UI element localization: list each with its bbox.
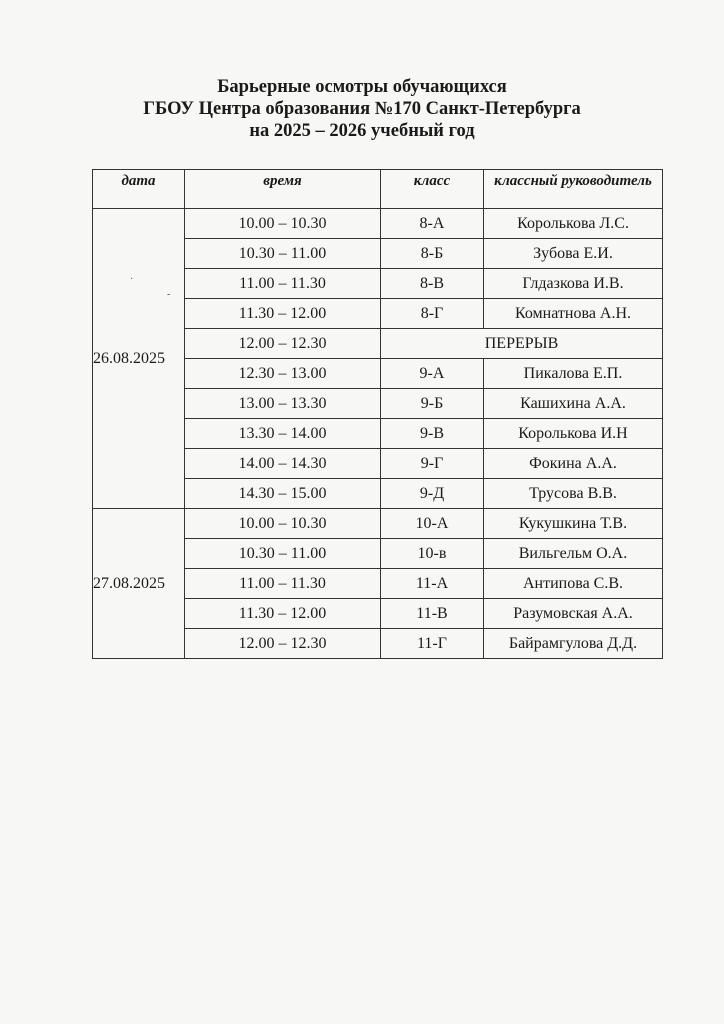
class-cell: 11-В xyxy=(381,599,484,629)
time-cell: 11.30 – 12.00 xyxy=(185,299,381,329)
table-row xyxy=(93,509,663,539)
header-date: дата xyxy=(93,170,185,209)
schedule-body xyxy=(93,209,663,659)
teacher-cell: Королькова Л.С. xyxy=(484,209,663,239)
time-cell: 10.30 – 11.00 xyxy=(185,239,381,269)
teacher-cell: Фокина А.А. xyxy=(484,449,663,479)
class-cell: 10-А xyxy=(381,509,484,539)
time-cell: 12.00 – 12.30 xyxy=(185,329,381,359)
scan-speck: - xyxy=(167,289,171,300)
class-cell: 8-Б xyxy=(381,239,484,269)
time-cell: 13.30 – 14.00 xyxy=(185,419,381,449)
title-line-1: Барьерные осмотры обучающихся xyxy=(217,77,507,97)
date-cell: 27.08.2025 xyxy=(93,509,185,659)
teacher-cell: Кашихина А.А. xyxy=(484,389,663,419)
time-cell: 13.00 – 13.30 xyxy=(185,389,381,419)
document-title xyxy=(0,76,724,142)
header-teacher: классный руководитель xyxy=(484,170,663,209)
class-cell: 10-в xyxy=(381,539,484,569)
header-time: время xyxy=(185,170,381,209)
time-cell: 11.30 – 12.00 xyxy=(185,599,381,629)
time-cell: 10.00 – 10.30 xyxy=(185,209,381,239)
teacher-cell: Трусова В.В. xyxy=(484,479,663,509)
teacher-cell: Комнатнова А.Н. xyxy=(484,299,663,329)
class-cell: 9-Д xyxy=(381,479,484,509)
class-cell: 8-Г xyxy=(381,299,484,329)
header-class: класс xyxy=(381,170,484,209)
teacher-cell: Вильгельм О.А. xyxy=(484,539,663,569)
teacher-cell: Глдазкова И.В. xyxy=(484,269,663,299)
time-cell: 11.00 – 11.30 xyxy=(185,269,381,299)
title-line-2: ГБОУ Центра образования №170 Санкт-Петербурга xyxy=(143,99,581,119)
time-cell: 10.30 – 11.00 xyxy=(185,539,381,569)
time-cell: 11.00 – 11.30 xyxy=(185,569,381,599)
teacher-cell: Антипова С.В. xyxy=(484,569,663,599)
teacher-cell: Кукушкина Т.В. xyxy=(484,509,663,539)
class-cell: 9-Б xyxy=(381,389,484,419)
class-cell: 11-Г xyxy=(381,629,484,659)
teacher-cell: Байрамгулова Д.Д. xyxy=(484,629,663,659)
time-cell: 14.30 – 15.00 xyxy=(185,479,381,509)
class-cell: 9-Г xyxy=(381,449,484,479)
class-cell: 9-В xyxy=(381,419,484,449)
class-cell: 8-А xyxy=(381,209,484,239)
class-cell: 8-В xyxy=(381,269,484,299)
class-cell: 11-А xyxy=(381,569,484,599)
break-cell: ПЕРЕРЫВ xyxy=(381,329,663,359)
teacher-cell: Разумовская А.А. xyxy=(484,599,663,629)
title-line-3: на 2025 – 2026 учебный год xyxy=(249,121,475,141)
time-cell: 12.00 – 12.30 xyxy=(185,629,381,659)
time-cell: 14.00 – 14.30 xyxy=(185,449,381,479)
time-cell: 12.30 – 13.00 xyxy=(185,359,381,389)
teacher-cell: Зубова Е.И. xyxy=(484,239,663,269)
teacher-cell: Королькова И.Н xyxy=(484,419,663,449)
header-row xyxy=(93,170,663,209)
time-cell: 10.00 – 10.30 xyxy=(185,509,381,539)
schedule-table xyxy=(92,169,663,659)
date-cell: 26.08.2025 xyxy=(93,209,185,509)
table-row xyxy=(93,209,663,239)
scan-speck: · xyxy=(130,274,134,285)
teacher-cell: Пикалова Е.П. xyxy=(484,359,663,389)
class-cell: 9-А xyxy=(381,359,484,389)
